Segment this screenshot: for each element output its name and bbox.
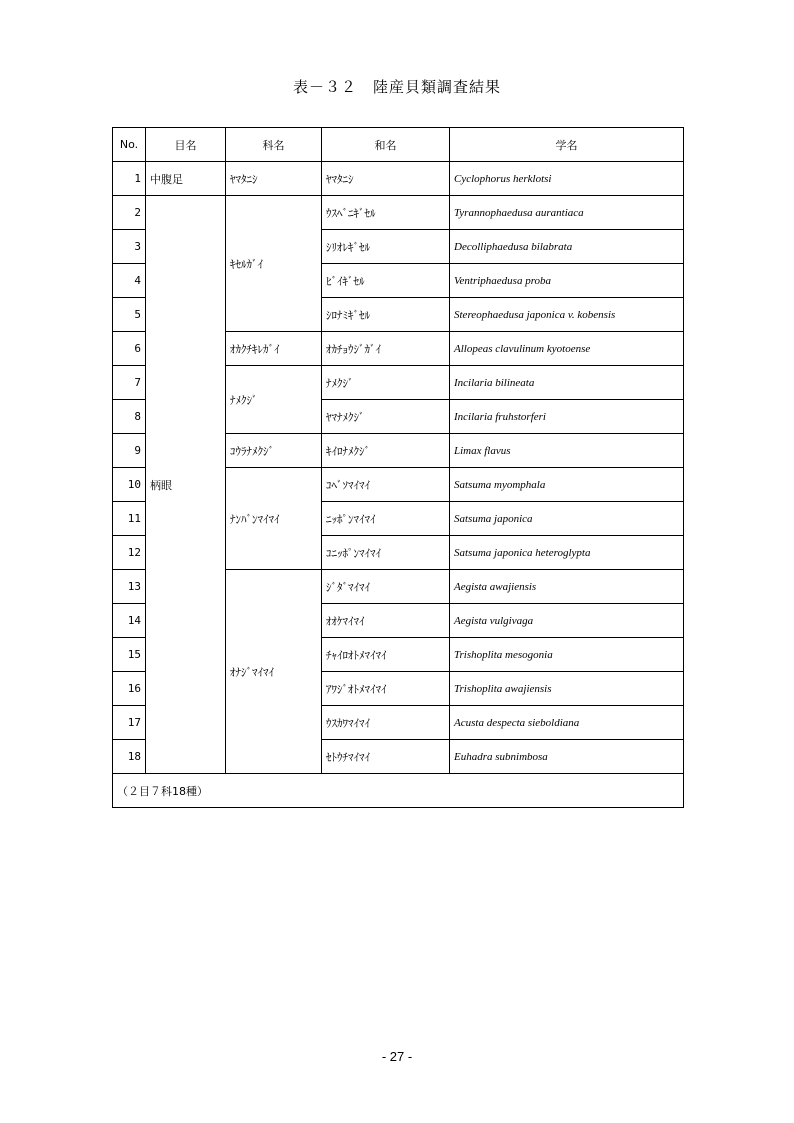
species-table	[112, 127, 684, 808]
japanese-name: ｼﾘｵﾚｷﾞｾﾙ	[322, 230, 450, 264]
japanese-name: ﾋﾞｲｷﾞｾﾙ	[322, 264, 450, 298]
family-name: ｵｶｸﾁｷﾚｶﾞｲ	[226, 332, 322, 366]
scientific-name: Ventriphaedusa proba	[450, 264, 684, 298]
scientific-name: Aegista vulgivaga	[450, 604, 684, 638]
header-japanese-name: 和名	[322, 128, 450, 162]
row-number: 4	[113, 264, 146, 298]
scientific-name: Trishoplita mesogonia	[450, 638, 684, 672]
row-number: 7	[113, 366, 146, 400]
row-number: 1	[113, 162, 146, 196]
species-total-note: （２目７科18種）	[113, 774, 684, 808]
japanese-name: ｺﾍﾞｿﾏｲﾏｲ	[322, 468, 450, 502]
scientific-name: Euhadra subnimbosa	[450, 740, 684, 774]
table-row	[113, 162, 684, 196]
header-row	[113, 128, 684, 162]
row-number: 13	[113, 570, 146, 604]
scientific-name: Stereophaedusa japonica v. kobensis	[450, 298, 684, 332]
row-number: 8	[113, 400, 146, 434]
japanese-name: ｱﾜｼﾞｵﾄﾒﾏｲﾏｲ	[322, 672, 450, 706]
scientific-name: Aegista awajiensis	[450, 570, 684, 604]
species-table-body	[113, 162, 684, 774]
japanese-name: ｾﾄｳﾁﾏｲﾏｲ	[322, 740, 450, 774]
scientific-name: Incilaria fruhstorferi	[450, 400, 684, 434]
japanese-name: ﾅﾒｸｼﾞ	[322, 366, 450, 400]
page-number: - 27 -	[381, 1049, 413, 1064]
footer-row	[113, 774, 684, 808]
header-order: 目名	[146, 128, 226, 162]
row-number: 6	[113, 332, 146, 366]
japanese-name: ﾔﾏﾀﾆｼ	[322, 162, 450, 196]
family-name: ｵﾅｼﾞﾏｲﾏｲ	[226, 570, 322, 774]
family-name: ｺｳﾗﾅﾒｸｼﾞ	[226, 434, 322, 468]
japanese-name: ｼﾞﾀﾞﾏｲﾏｲ	[322, 570, 450, 604]
table-title: 表－３２ 陸産貝類調査結果	[292, 78, 501, 96]
header-no: No.	[113, 128, 146, 162]
order-name: 柄眼	[146, 196, 226, 774]
row-number: 12	[113, 536, 146, 570]
japanese-name: ｳｽﾍﾞﾆｷﾞｾﾙ	[322, 196, 450, 230]
row-number: 10	[113, 468, 146, 502]
row-number: 3	[113, 230, 146, 264]
japanese-name: ｵｵｹﾏｲﾏｲ	[322, 604, 450, 638]
scientific-name: Satsuma myomphala	[450, 468, 684, 502]
scientific-name: Satsuma japonica heteroglypta	[450, 536, 684, 570]
japanese-name: ｵｶﾁｮｳｼﾞｶﾞｲ	[322, 332, 450, 366]
scientific-name: Tyrannophaedusa aurantiaca	[450, 196, 684, 230]
scientific-name: Limax flavus	[450, 434, 684, 468]
row-number: 2	[113, 196, 146, 230]
japanese-name: ｼﾛﾅﾐｷﾞｾﾙ	[322, 298, 450, 332]
row-number: 15	[113, 638, 146, 672]
row-number: 11	[113, 502, 146, 536]
table-row	[113, 196, 684, 230]
scientific-name: Trishoplita awajiensis	[450, 672, 684, 706]
scientific-name: Acusta despecta sieboldiana	[450, 706, 684, 740]
scientific-name: Incilaria bilineata	[450, 366, 684, 400]
japanese-name: ﾔﾏﾅﾒｸｼﾞ	[322, 400, 450, 434]
row-number: 5	[113, 298, 146, 332]
scientific-name: Decolliphaedusa bilabrata	[450, 230, 684, 264]
scientific-name: Satsuma japonica	[450, 502, 684, 536]
japanese-name: ｳｽｶﾜﾏｲﾏｲ	[322, 706, 450, 740]
row-number: 16	[113, 672, 146, 706]
family-name: ﾅﾒｸｼﾞ	[226, 366, 322, 434]
header-scientific-name: 学名	[450, 128, 684, 162]
scientific-name: Cyclophorus herklotsi	[450, 162, 684, 196]
row-number: 9	[113, 434, 146, 468]
japanese-name: ｷｲﾛﾅﾒｸｼﾞ	[322, 434, 450, 468]
scientific-name: Allopeas clavulinum kyotoense	[450, 332, 684, 366]
family-name: ｷｾﾙｶﾞｲ	[226, 196, 322, 332]
family-name: ﾅﾝﾊﾞﾝﾏｲﾏｲ	[226, 468, 322, 570]
row-number: 14	[113, 604, 146, 638]
row-number: 17	[113, 706, 146, 740]
order-name: 中腹足	[146, 162, 226, 196]
japanese-name: ﾆｯﾎﾟﾝﾏｲﾏｲ	[322, 502, 450, 536]
family-name: ﾔﾏﾀﾆｼ	[226, 162, 322, 196]
header-family: 科名	[226, 128, 322, 162]
japanese-name: ﾁｬｲﾛｵﾄﾒﾏｲﾏｲ	[322, 638, 450, 672]
japanese-name: ｺﾆｯﾎﾟﾝﾏｲﾏｲ	[322, 536, 450, 570]
row-number: 18	[113, 740, 146, 774]
